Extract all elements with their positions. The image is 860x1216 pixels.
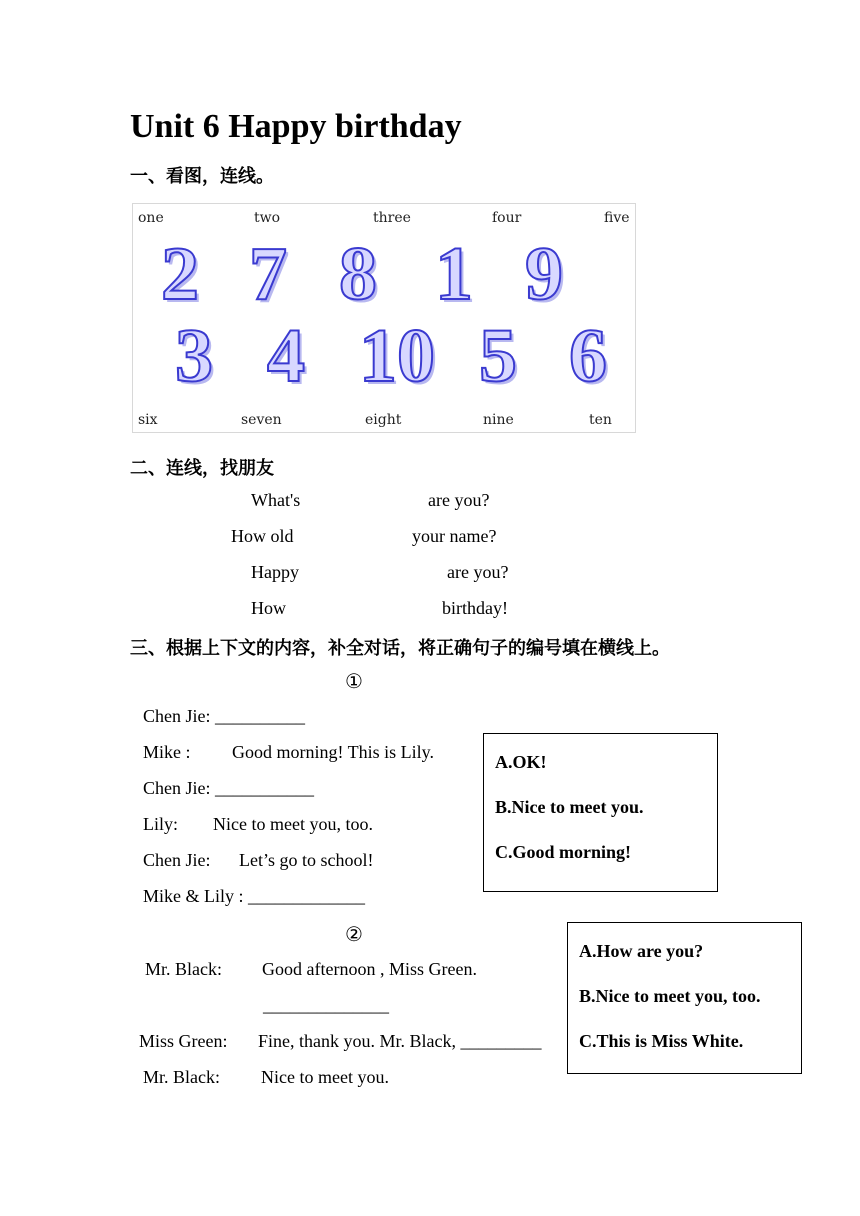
dialog1-option-a: A.OK!	[495, 752, 547, 772]
phrase-left-2: How old	[231, 526, 294, 546]
numeral-4: 4	[267, 314, 305, 398]
dialog1-options-box	[483, 733, 718, 892]
page-title: Unit 6 Happy birthday	[130, 108, 462, 145]
dialog2-option-c: C.This is Miss White.	[579, 1031, 744, 1051]
dialog1-line4: Lily: Nice to meet you, too.	[143, 814, 373, 834]
numeral-5: 5	[479, 314, 517, 398]
word-one: one	[138, 210, 164, 226]
word-eight: eight	[365, 412, 402, 428]
dialog2-line1: Mr. Black: Good afternoon , Miss Green.	[145, 959, 477, 979]
phrase-right-2: your name?	[412, 526, 497, 546]
numeral-9: 9	[525, 232, 563, 316]
word-four: four	[492, 210, 522, 226]
phrase-right-4: birthday!	[442, 598, 508, 618]
dialog1-line1: Chen Jie: __________	[143, 706, 305, 726]
dialog1-option-b: B.Nice to meet you.	[495, 797, 644, 817]
phrase-left-1: What's	[251, 490, 301, 510]
dialog2-line2: ______________	[263, 995, 389, 1015]
numeral-7: 7	[249, 232, 287, 316]
phrase-left-4: How	[251, 598, 286, 618]
dialog2-line3: Miss Green: Fine, thank you. Mr. Black, _________	[139, 1031, 542, 1051]
word-two: two	[254, 210, 281, 226]
numeral-2: 2	[161, 232, 199, 316]
dialog2-option-b: B.Nice to meet you, too.	[579, 986, 761, 1006]
section2-heading: 二、连线，找朋友	[130, 458, 274, 478]
word-nine: nine	[483, 412, 514, 428]
numeral-8: 8	[339, 232, 377, 316]
dialog2-marker: ②	[345, 924, 363, 946]
dialog1-line6: Mike & Lily : _____________	[143, 886, 365, 906]
dialog2-line4: Mr. Black: Nice to meet you.	[143, 1067, 389, 1087]
section1-heading: 一、看图，连线。	[130, 166, 274, 186]
numeral-10: 10	[359, 314, 435, 398]
dialog2-option-a: A.How are you?	[579, 941, 704, 961]
word-six: six	[138, 412, 158, 428]
dialog1-marker: ①	[345, 671, 363, 693]
dialog1-line5: Chen Jie: Let’s go to school!	[143, 850, 374, 870]
numeral-3: 3	[175, 314, 213, 398]
phrase-right-1: are you?	[428, 490, 490, 510]
phrase-right-3: are you?	[447, 562, 509, 582]
dialog1-option-c: C.Good morning!	[495, 842, 632, 862]
dialog2-options-box	[567, 922, 802, 1074]
word-five: five	[604, 210, 630, 226]
word-three: three	[373, 210, 411, 226]
word-ten: ten	[589, 412, 612, 428]
number-matching-image	[132, 203, 636, 433]
section3-heading: 三、根据上下文的内容，补全对话，将正确句子的编号填在横线上。	[130, 638, 670, 658]
word-seven: seven	[241, 412, 282, 428]
numeral-6: 6	[569, 314, 607, 398]
phrase-left-3: Happy	[251, 562, 299, 582]
numeral-1: 1	[435, 232, 473, 316]
dialog1-line2: Mike : Good morning! This is Lily.	[143, 742, 434, 762]
dialog1-line3: Chen Jie: ___________	[143, 778, 314, 798]
